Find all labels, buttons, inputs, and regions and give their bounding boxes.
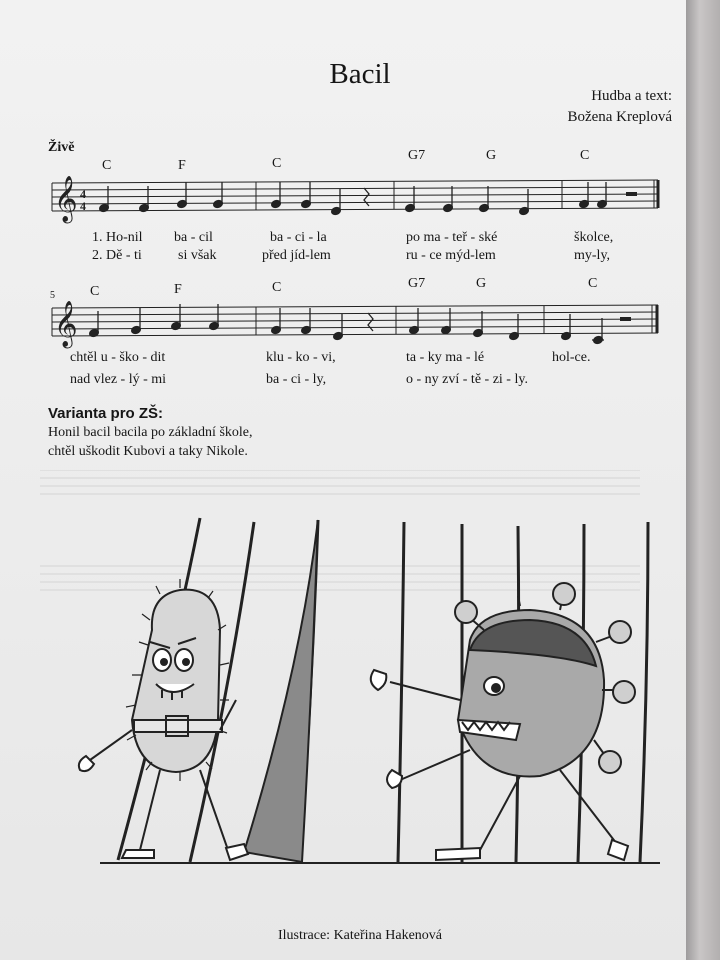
lyric-syllables: nad vlez - lý - mi [70,372,167,387]
lyric-syllables: ba - cil [174,230,213,245]
variant-heading: Varianta pro ZŠ: [48,405,164,422]
treble-clef [54,301,78,349]
staff-system-2 [52,305,658,336]
chord-symbol: C [588,276,598,291]
school-variant [48,404,253,461]
chord-symbol: G7 [408,148,426,163]
lyric-syllables: před jíd-lem [262,248,331,263]
chord-symbol: F [178,158,186,173]
svg-text:𝄞: 𝄞 [54,176,78,222]
song-title: Bacil [329,58,391,90]
credits-author: Božena Kreplová [567,109,672,125]
svg-text:4: 4 [80,199,86,213]
bacillus-character [79,579,248,860]
lyric-syllables: 1. Ho-nil [92,230,143,245]
chord-symbol: C [580,148,590,163]
chord-symbol: C [272,280,282,295]
lyric-syllables: ba - ci - la [270,230,327,245]
lyric-syllables: ta - ky ma - lé [406,350,485,365]
lyric-syllables: o - ny zví - tě - zi - ly. [406,372,528,387]
lyric-syllables: si však [178,248,217,263]
tempo-marking: Živě [48,140,75,155]
svg-text:𝄞: 𝄞 [54,301,78,347]
bleed-through-lines [40,470,640,590]
chord-symbol: C [272,156,282,171]
chord-symbol: F [174,282,182,297]
time-signature [80,187,86,213]
lyric-syllables: chtěl u - ško - dit [70,350,166,365]
chord-symbol: G [476,276,487,291]
lyric-syllables: ba - ci - ly, [266,372,327,387]
dark-curtain [244,520,318,862]
virus-character [371,583,635,860]
lyric-syllables: my-ly, [574,248,611,263]
lyric-syllables: školce, [574,230,614,245]
variant-line-2: chtěl uškodit Kubovi a taky Nikole. [48,444,248,459]
lyric-syllables: ru - ce mýd-lem [406,248,496,263]
chord-symbol: C [90,284,100,299]
variant-line-1: Honil bacil bacila po základní škole, [48,425,253,440]
chord-symbol: G7 [408,276,426,291]
bacilli-illustration [0,470,686,920]
lyric-syllables: klu - ko - vi, [266,350,336,365]
chord-symbol: G [486,148,497,163]
notes-system-2 [89,304,631,345]
illustration-credit: Ilustrace: Kateřina Hakenová [277,928,443,943]
chord-symbol: C [102,158,112,173]
treble-clef [54,176,78,224]
lyric-syllables: 2. Dě - ti [92,248,142,263]
credits-label: Hudba a text: [591,88,672,104]
lyric-syllables: po ma - teř - ské [406,230,498,245]
lyric-syllables: hol-ce. [552,350,591,365]
measure-number: 5 [50,290,55,301]
svg-text:4: 4 [80,187,86,201]
